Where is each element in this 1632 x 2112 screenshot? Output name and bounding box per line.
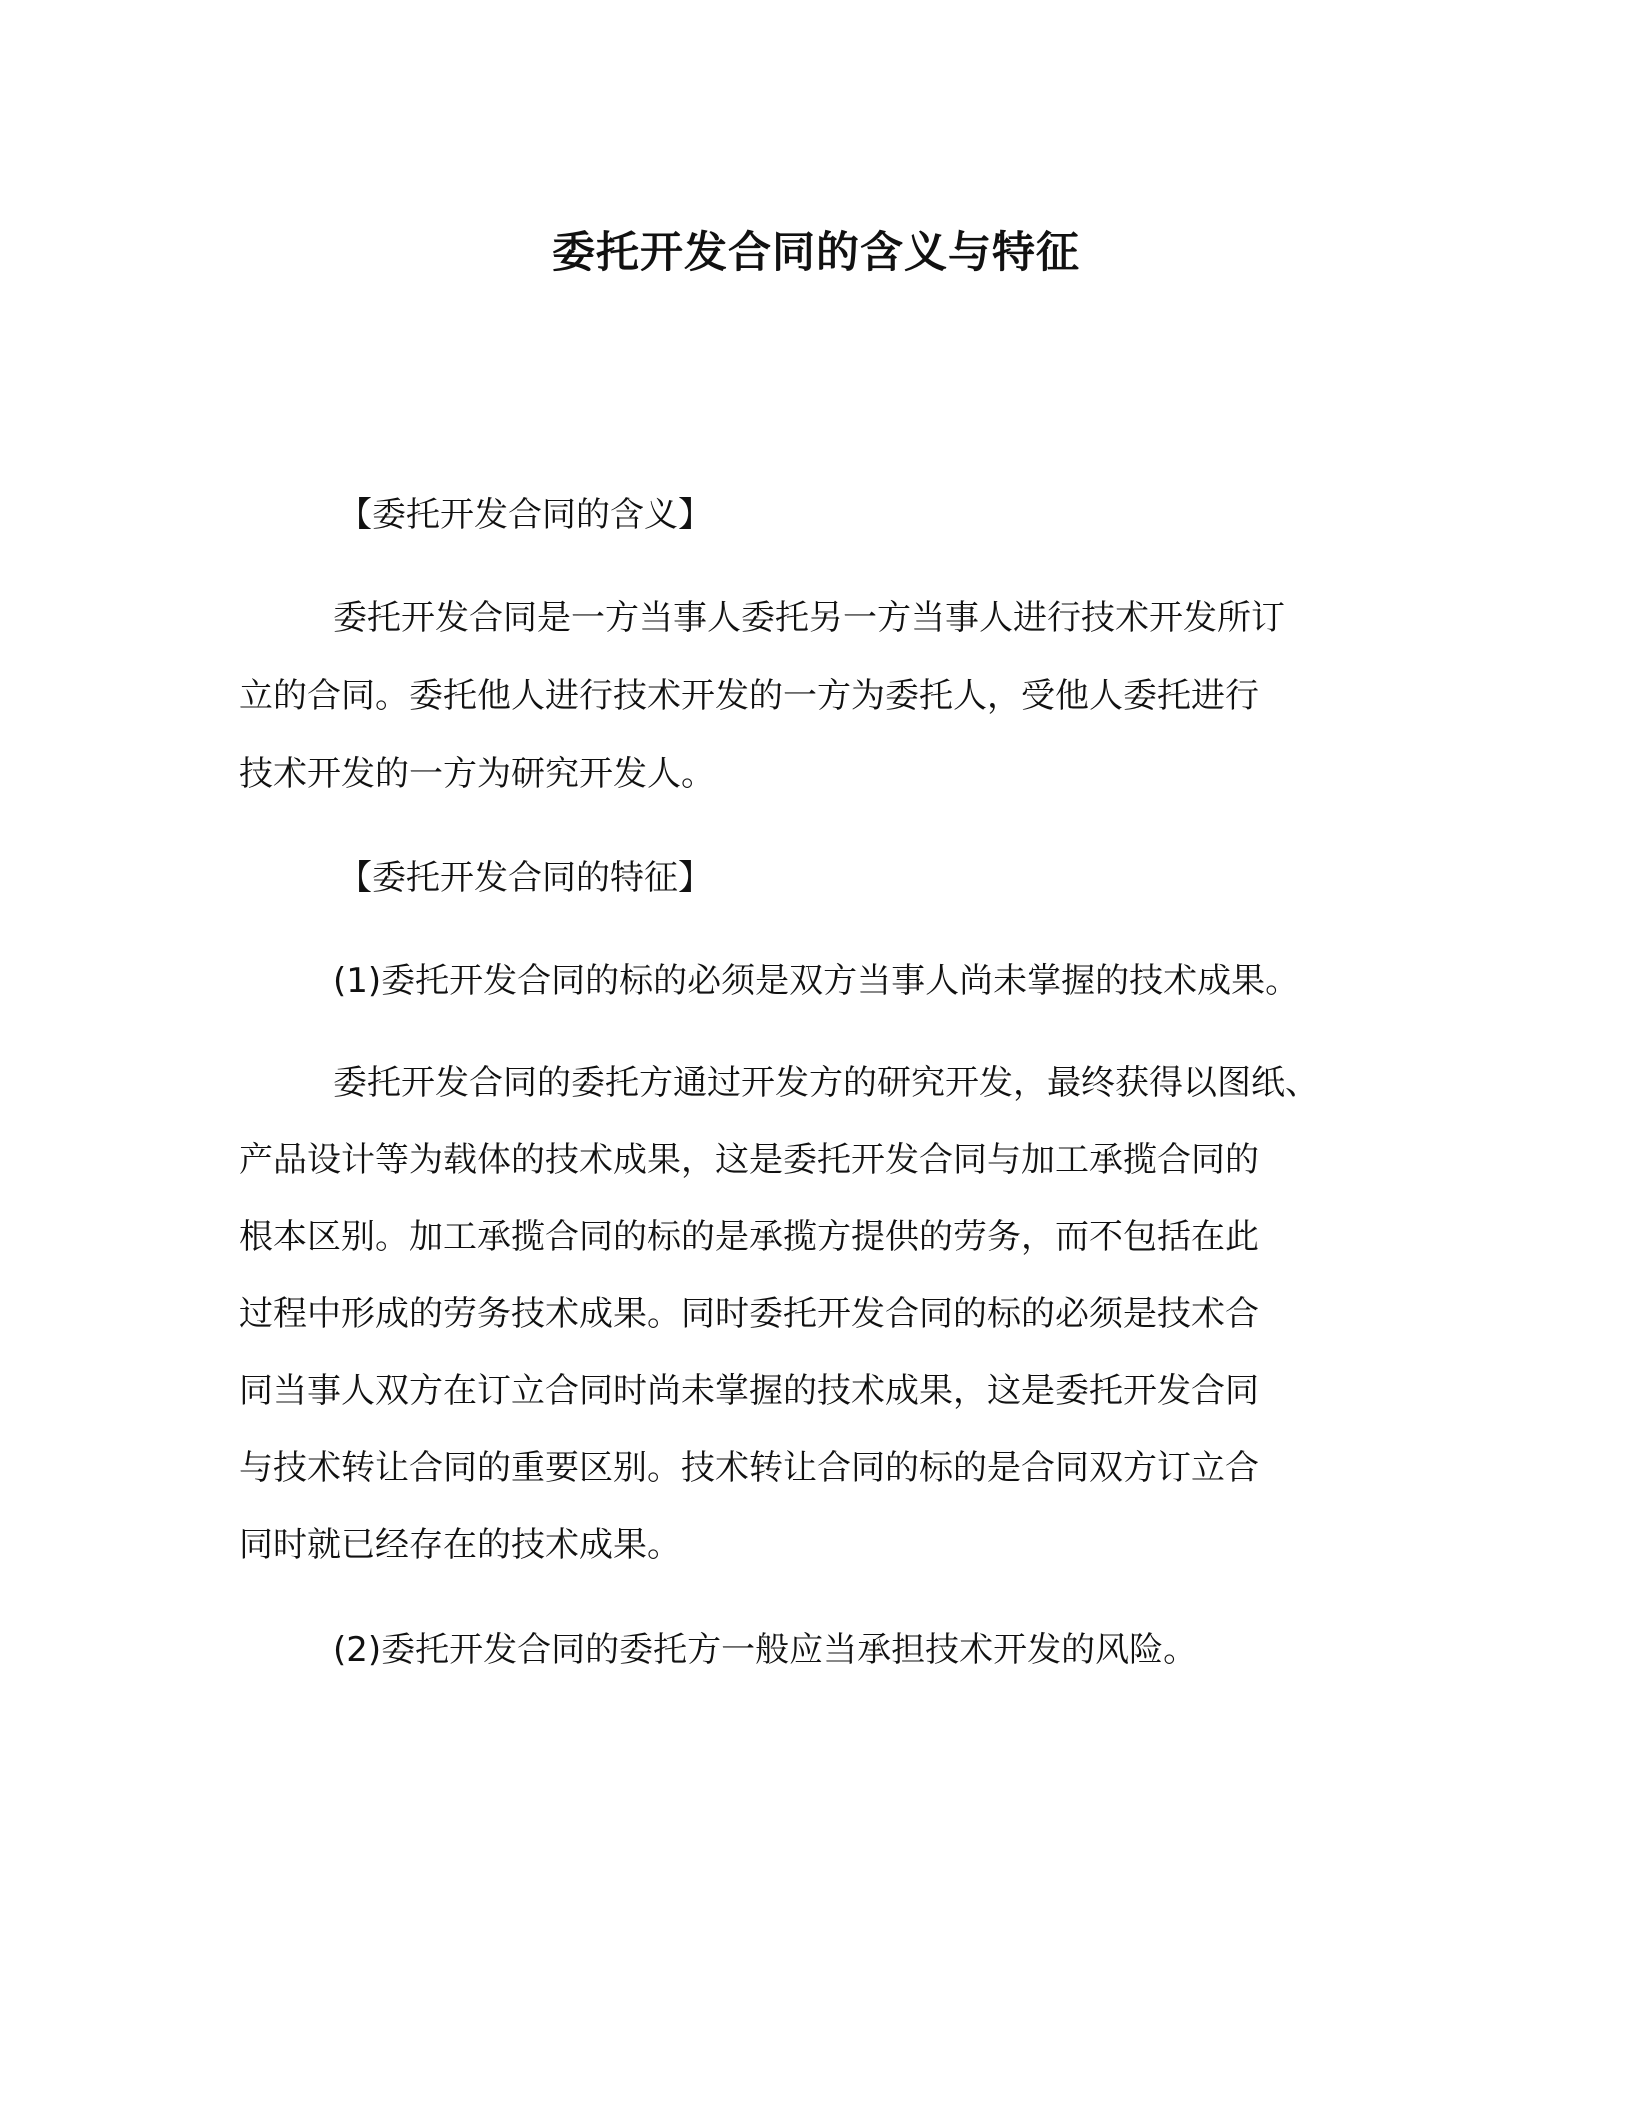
feature-1-paragraph-line-2: 产品设计等为载体的技术成果，这是委托开发合同与加工承揽合同的	[239, 1140, 1259, 1180]
feature-1-heading: (1)委托开发合同的标的必须是双方当事人尚未掌握的技术成果。	[333, 961, 1300, 1001]
feature-2-heading: (2)委托开发合同的委托方一般应当承担技术开发的风险。	[333, 1630, 1198, 1670]
document-title: 委托开发合同的含义与特征	[552, 228, 1080, 278]
feature-1-paragraph-line-5: 同当事人双方在订立合同时尚未掌握的技术成果，这是委托开发合同	[239, 1371, 1259, 1411]
section-heading-meaning: 【委托开发合同的含义】	[338, 495, 712, 535]
feature-1-paragraph-line-6: 与技术转让合同的重要区别。技术转让合同的标的是合同双方订立合	[239, 1448, 1259, 1488]
feature-1-paragraph-line-1: 委托开发合同的委托方通过开发方的研究开发，最终获得以图纸、	[333, 1063, 1319, 1103]
meaning-paragraph-line-2: 立的合同。委托他人进行技术开发的一方为委托人，受他人委托进行	[239, 676, 1259, 716]
section-heading-features: 【委托开发合同的特征】	[338, 858, 712, 898]
meaning-paragraph-line-3: 技术开发的一方为研究开发人。	[239, 754, 715, 794]
feature-1-paragraph-line-4: 过程中形成的劳务技术成果。同时委托开发合同的标的必须是技术合	[239, 1294, 1259, 1334]
feature-1-paragraph-line-7: 同时就已经存在的技术成果。	[239, 1525, 681, 1565]
meaning-paragraph-line-1: 委托开发合同是一方当事人委托另一方当事人进行技术开发所订	[333, 598, 1285, 638]
feature-1-paragraph-line-3: 根本区别。加工承揽合同的标的是承揽方提供的劳务，而不包括在此	[239, 1217, 1259, 1257]
